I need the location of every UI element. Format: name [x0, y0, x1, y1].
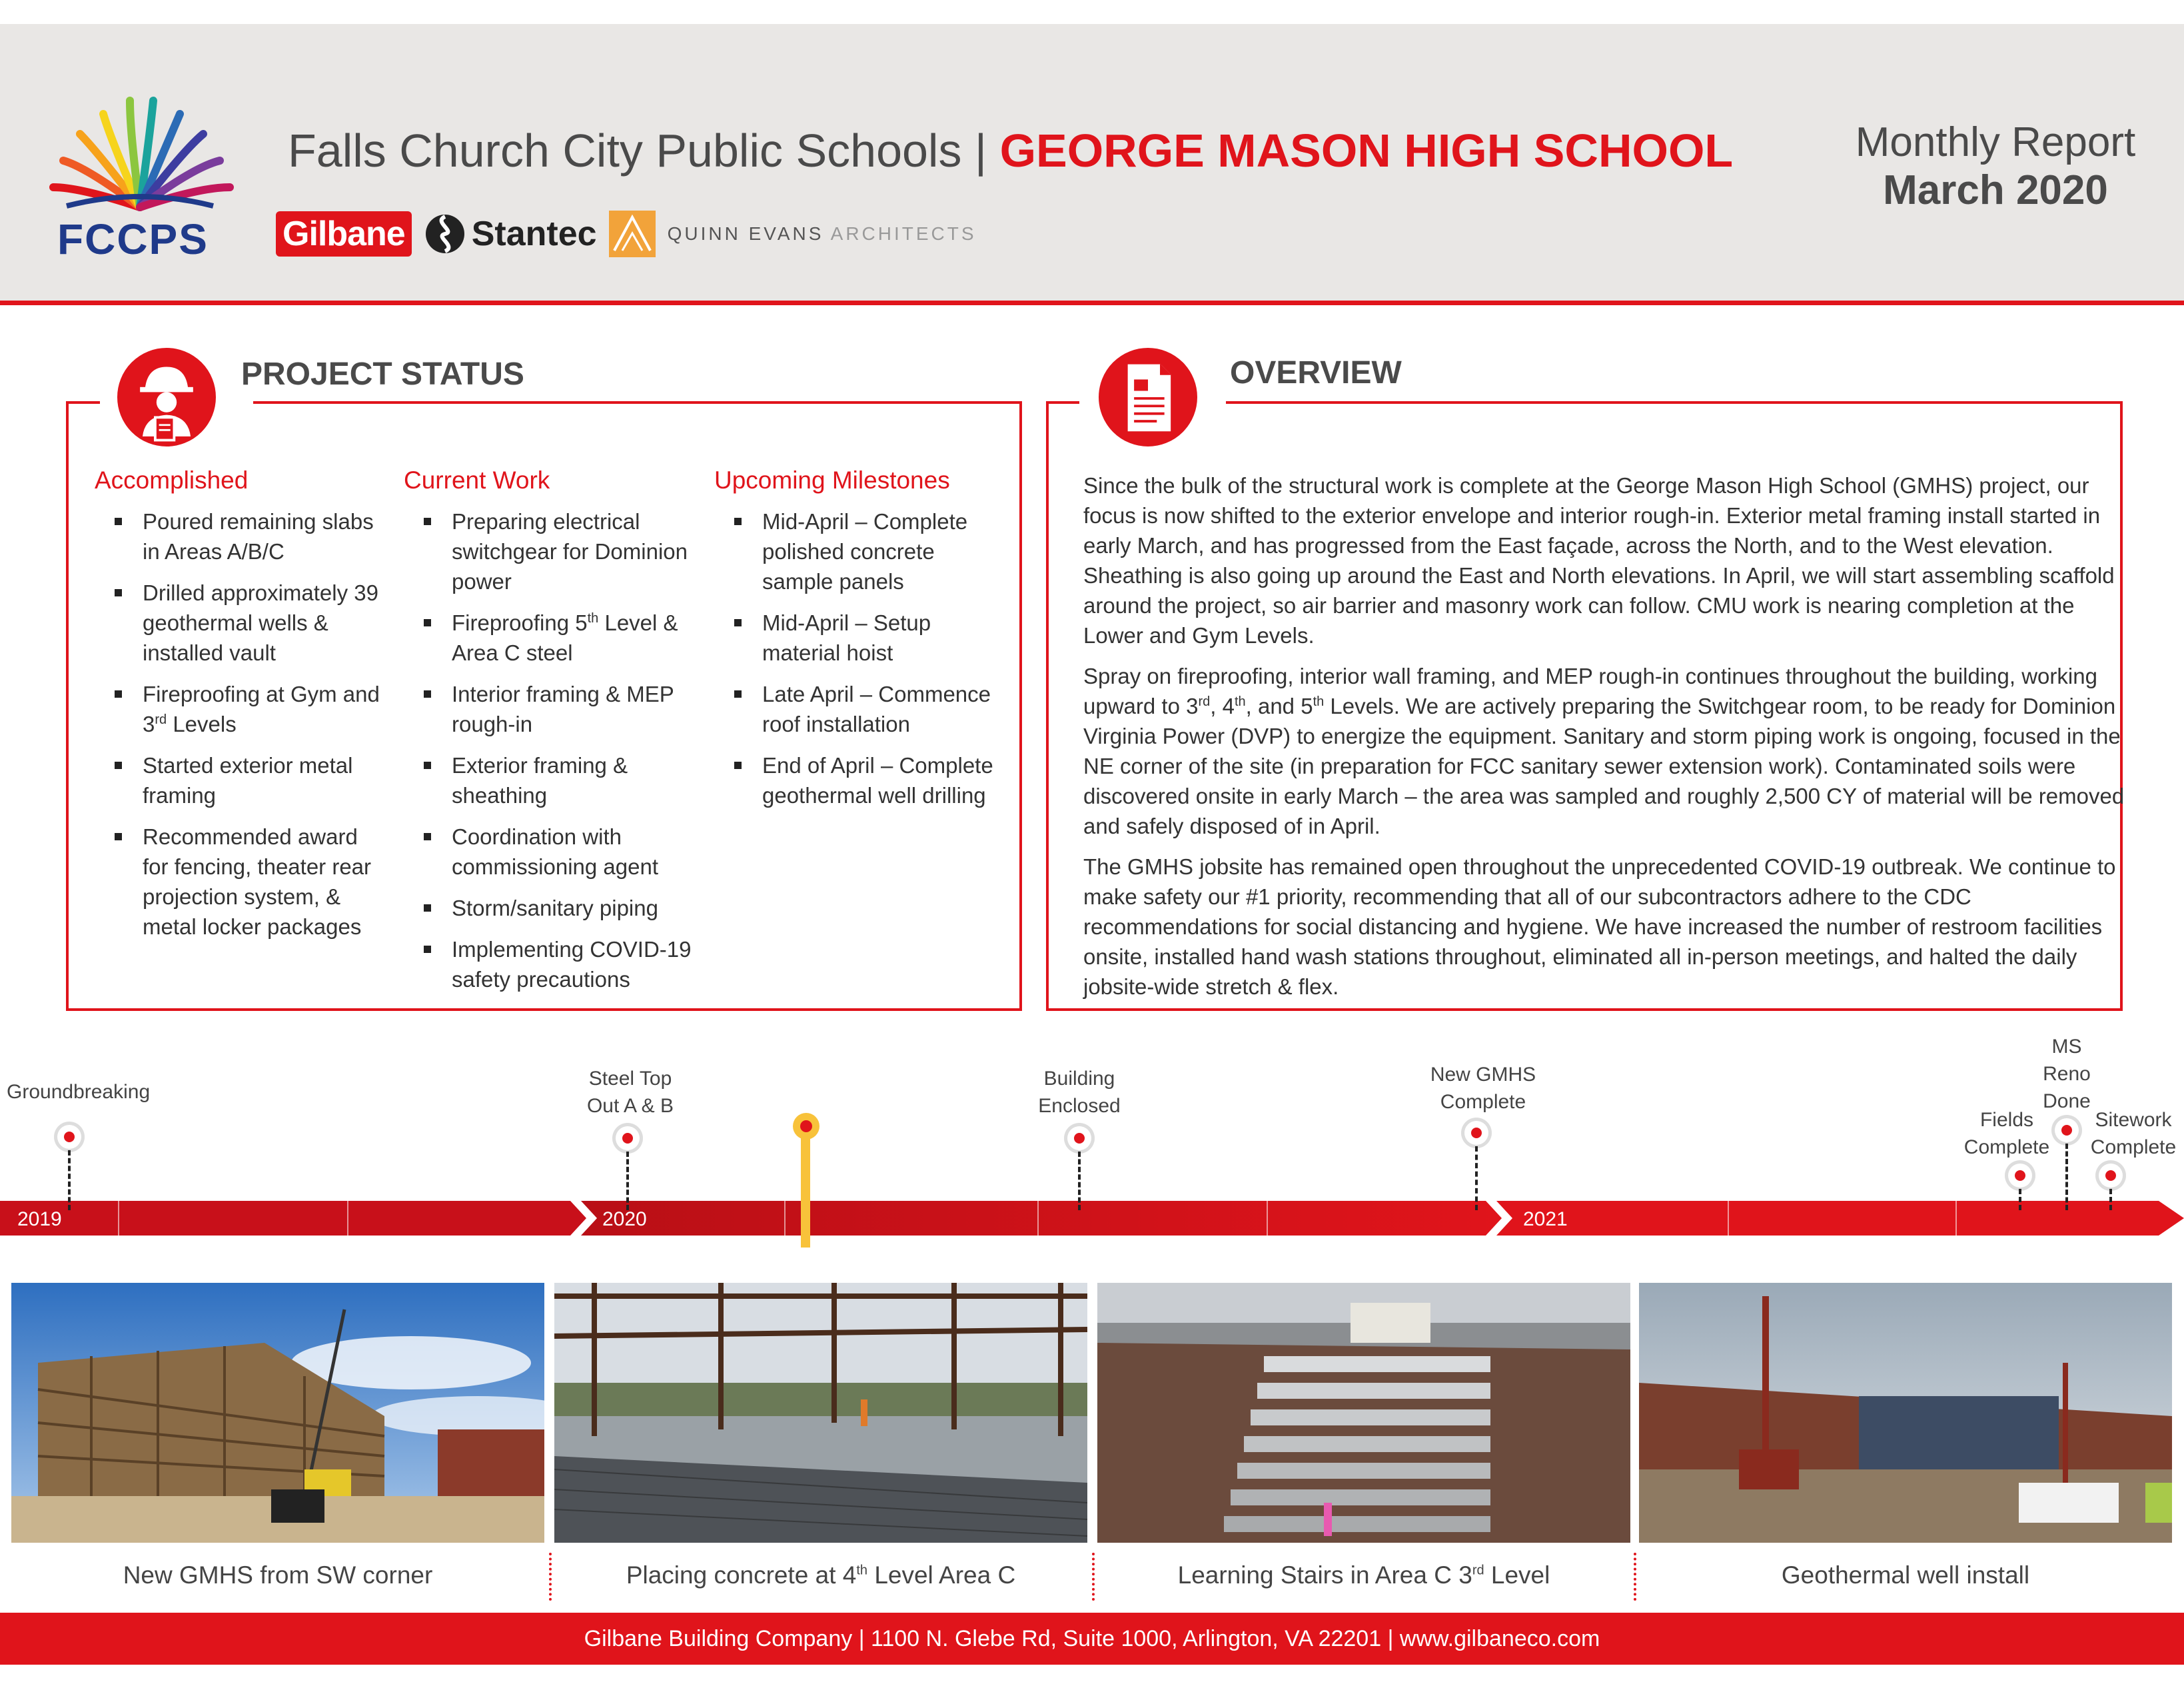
overview-title: OVERVIEW	[1225, 355, 1407, 391]
list-item: Recommended award for fencing, theater rear projection system, & metal locker packages	[95, 822, 388, 942]
milestone-stem	[1475, 1146, 1478, 1210]
label-line: Complete	[2090, 1136, 2177, 1158]
label-line: Sitework	[2095, 1109, 2172, 1131]
list-item: Fireproofing 5th Level & Area C steel	[404, 608, 697, 668]
caption-divider	[1092, 1553, 1095, 1601]
stantec-swirl-icon	[424, 213, 466, 255]
timeline-year-2020: 2020	[602, 1208, 647, 1230]
milestone-gmhs-complete-label	[1423, 1061, 1543, 1116]
list-item: Exterior framing & sheathing	[404, 750, 697, 810]
milestone-building-enclosed-label	[1026, 1065, 1133, 1120]
timeline-year-2019: 2019	[17, 1208, 62, 1230]
accomplished-column	[95, 466, 388, 953]
milestone-ms-reno-label	[2019, 1033, 2115, 1115]
label-line: Fields	[1979, 1109, 2034, 1131]
qea-light: ARCHITECTS	[830, 223, 977, 244]
list-item: Mid-April – Complete polished concrete sample panels	[714, 506, 1007, 596]
fccps-logo-text: FCCPS	[57, 215, 209, 263]
worker-hardhat-icon	[109, 340, 224, 454]
milestone-stem	[2065, 1144, 2068, 1210]
footer-bar: Gilbane Building Company | 1100 N. Glebe Rd, Suite 1000, Arlington, VA 22201 | www.gilbaneco.com	[0, 1613, 2184, 1665]
caption-text: Placing concrete at 4	[626, 1561, 857, 1589]
milestone-stem	[2019, 1189, 2021, 1210]
label-line: Complete	[1963, 1136, 2050, 1158]
document-icon	[1091, 340, 1205, 454]
label-line: Done	[2043, 1090, 2091, 1112]
overview-paragraph: Since the bulk of the structural work is complete at the George Mason High School (GMHS) project, our focus is now shifted to the exterior envelope and interior rough-in. Exterior metal framing install started in early March, and has progressed from the East façade, across the North, and to the West elevation. Sheathing is also going up around the East and North elevations. In April, we will start assembling scaffold around the project, so air barrier and masonry work can follow. CMU work is nearing completion at the Lower and Gym Levels.	[1083, 473, 2115, 648]
project-timeline	[0, 1026, 2184, 1240]
label-line: Building	[1043, 1068, 1115, 1090]
page-title	[288, 124, 1733, 177]
photo-gmhs-sw-corner	[11, 1283, 544, 1543]
upcoming-milestones-column	[714, 466, 1007, 822]
report-date: March 2020	[1883, 167, 2108, 213]
fccps-book-fan-logo	[40, 87, 240, 214]
report-label: Monthly Report	[1855, 119, 2136, 165]
photo-placing-concrete	[554, 1283, 1087, 1543]
quinn-evans-logo-text	[668, 223, 977, 245]
photo-caption	[554, 1561, 1087, 1589]
label-line: Out A & B	[586, 1095, 674, 1117]
qea-main: QUINN EVANS	[667, 223, 824, 244]
gilbane-logo: Gilbane	[276, 211, 412, 257]
list-item: Preparing electrical switchgear for Dominion power	[404, 506, 697, 596]
caption-divider	[549, 1553, 552, 1601]
stantec-logo	[424, 213, 597, 255]
list-item: Late April – Commence roof installation	[714, 679, 1007, 739]
list-item: Poured remaining slabs in Areas A/B/C	[95, 506, 388, 566]
list-item: Started exterior metal framing	[95, 750, 388, 810]
partner-logos	[276, 211, 977, 257]
photo-caption: New GMHS from SW corner	[123, 1561, 433, 1589]
milestone-stem	[68, 1150, 71, 1210]
milestone-steel-topout-dot	[616, 1126, 640, 1150]
report-header	[0, 24, 2184, 301]
list-item: Implementing COVID-19 safety precautions	[404, 934, 697, 994]
photo-geothermal-well	[1639, 1283, 2172, 1543]
current-date-marker	[801, 1133, 810, 1248]
caption-text: Learning Stairs in Area C 3	[1177, 1561, 1472, 1589]
milestone-groundbreaking-label: Groundbreaking	[7, 1081, 151, 1103]
milestone-stem	[626, 1152, 629, 1210]
milestone-gmhs-complete-dot	[1464, 1121, 1488, 1145]
milestone-ms-reno-dot	[2055, 1118, 2079, 1142]
list-item: Interior framing & MEP rough-in	[404, 679, 697, 739]
label-line: Reno	[2043, 1063, 2091, 1085]
stantec-logo-text: Stantec	[471, 215, 597, 253]
label-line: New GMHS	[1430, 1064, 1536, 1086]
caption-text: Level Area C	[867, 1561, 1016, 1589]
title-school: GEORGE MASON HIGH SCHOOL	[999, 125, 1734, 177]
current-work-heading: Current Work	[404, 466, 550, 494]
list-item: Coordination with commissioning agent	[404, 822, 697, 882]
caption-divider	[1634, 1553, 1636, 1601]
timeline-bar	[0, 1201, 2184, 1236]
photo-caption: Geothermal well install	[1781, 1561, 2030, 1589]
list-item: Drilled approximately 39 geothermal wells & installed vault	[95, 578, 388, 668]
caption-sup: rd	[1472, 1563, 1484, 1578]
project-status-title: PROJECT STATUS	[236, 356, 530, 393]
milestone-sitework-complete-dot	[2099, 1164, 2123, 1188]
label-line: Complete	[1440, 1091, 1526, 1113]
overview-paragraph: Spray on fireproofing, interior wall framing, and MEP rough-in continues throughout the building, working upward to 3rd, 4th, and 5th Levels. We are actively preparing the Switchgear room, to be ready for Dominion Virginia Power (DVP) to energize the equipment. Sanitary and storm piping work is ongoing, focused in the NE corner of the site (in preparation for FCC sanitary sewer extension work). Contaminated soils were discovered onsite in early March – the area was sampled and roughly 2,500 CY of material will be removed and safely disposed of in April.	[1083, 664, 2125, 838]
caption-sup: th	[856, 1563, 868, 1578]
photo-caption	[1097, 1561, 1630, 1589]
timeline-year-2021: 2021	[1523, 1208, 1568, 1230]
quinn-evans-logo	[609, 211, 977, 257]
label-line: MS	[2051, 1036, 2082, 1058]
list-item: Mid-April – Setup material hoist	[714, 608, 1007, 668]
current-date-dot	[793, 1113, 819, 1140]
upcoming-milestones-heading: Upcoming Milestones	[714, 466, 950, 494]
quinn-evans-mark-icon	[609, 211, 656, 257]
caption-text: Level	[1484, 1561, 1550, 1589]
accomplished-heading: Accomplished	[95, 466, 249, 494]
milestone-building-enclosed-dot	[1067, 1126, 1091, 1150]
milestone-stem	[1078, 1152, 1081, 1210]
current-work-column	[404, 466, 697, 1006]
milestone-fields-complete-dot	[2008, 1164, 2032, 1188]
milestone-sitework-complete-label	[2084, 1106, 2183, 1161]
milestone-stem	[2109, 1189, 2112, 1210]
header-rule	[0, 301, 2184, 305]
list-item: End of April – Complete geothermal well drilling	[714, 750, 1007, 810]
list-item: Storm/sanitary piping	[404, 893, 697, 923]
label-line: Steel Top	[588, 1068, 672, 1090]
milestone-steel-topout-label	[577, 1065, 684, 1120]
overview-body	[1083, 470, 2127, 1012]
photo-learning-stairs	[1097, 1283, 1630, 1543]
overview-paragraph: The GMHS jobsite has remained open throughout the unprecedented COVID-19 outbreak. We continue to make safety our #1 priority, recommending that all of our subcontractors adhere to the CDC recommendations for social distancing and hygiene. We have increased the number of restroom facilities onsite, installed hand wash stations throughout, eliminated all in-person meetings, and halted the daily jobsite-wide stretch & flex.	[1083, 854, 2116, 999]
milestone-groundbreaking-dot	[57, 1125, 81, 1149]
list-item: Fireproofing at Gym and 3rd Levels	[95, 679, 388, 739]
label-line: Enclosed	[1038, 1095, 1121, 1117]
title-district: Falls Church City Public Schools |	[288, 125, 1000, 177]
